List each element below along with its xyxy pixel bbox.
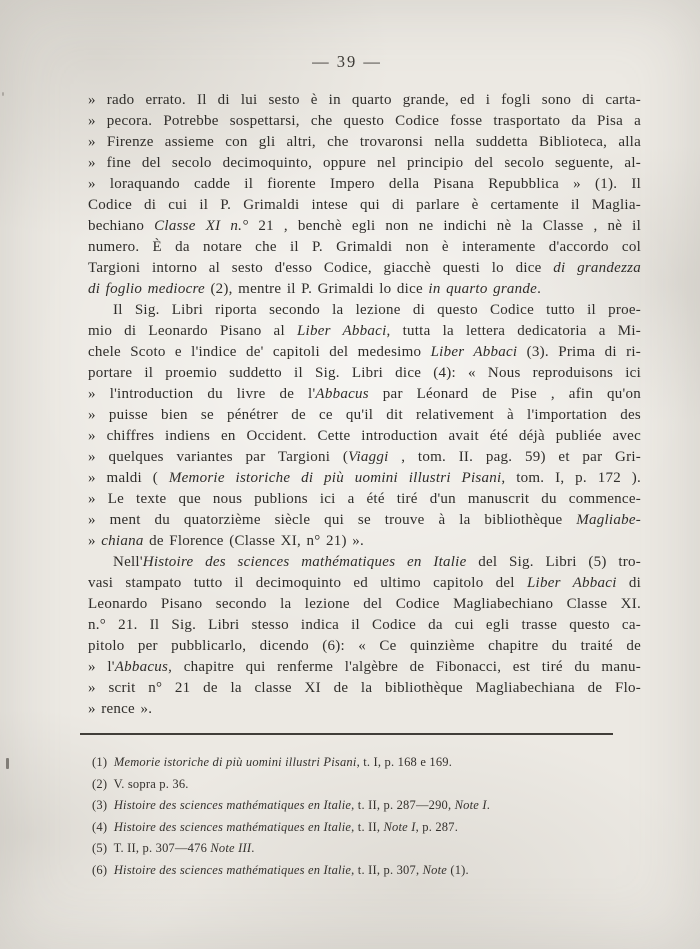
page-number: — 39 —: [312, 52, 382, 71]
main-text: [88, 90, 641, 720]
text-line: » l'introduction du livre de l'Abbacus par Léonard de Pise , afin qu'on: [88, 386, 641, 402]
footnote-line: (1) Memorie istoriche di più uomini illustri Pisani, t. I, p. 168 e 169.: [92, 755, 453, 769]
text-line: » fine del secolo decimoquinto, oppure nel principio del secolo seguente, al-: [88, 155, 641, 171]
footnote-separator-rule: [80, 733, 613, 735]
text-line: Nell'Histoire des sciences mathématiques en Italie del Sig. Libri (5) tro-: [113, 554, 641, 570]
text-line: » pecora. Potrebbe sospettarsi, che questo Codice fosse trasportato da Pisa a: [88, 113, 641, 129]
text-line: » loraquando cadde il fiorente Impero della Pisana Repubblica » (1). Il: [88, 176, 641, 192]
text-line: » Le texte que nous publions ici a été tiré d'un manuscrit du commence-: [88, 491, 641, 507]
text-line: Il Sig. Libri riporta secondo la lezione di questo Codice tutto il proe-: [113, 302, 641, 318]
text-line: vasi stampato tutto il decimoquinto ed ultimo capitolo del Liber Abbaci di: [88, 575, 641, 591]
text-line: » chiffres indiens en Occident. Cette introduction avait été déjà publiée avec: [88, 428, 641, 444]
text-line: Leonardo Pisano secondo la lezione del Codice Magliabechiano Classe XI.: [88, 596, 641, 612]
text-line: chele Scoto e l'indice de' capitoli del medesimo Liber Abbaci (3). Prima di ri-: [88, 344, 642, 360]
footnote-line: (6) Histoire des sciences mathématiques en Italie, t. II, p. 307, Note (1).: [92, 862, 469, 877]
text-line: » scrit n° 21 de la classe XI de la bibliothèque Magliabechiana de Flo-: [88, 680, 641, 696]
text-line: » ment du quatorzième siècle qui se trouve à la bibliothèque Magliabe-: [88, 512, 641, 528]
text-line: di foglio mediocre (2), mentre il P. Grimaldi lo dice in quarto grande.: [88, 281, 542, 297]
text-line: mio di Leonardo Pisano al Liber Abbaci, tutta la lettera dedicatoria a Mi-: [88, 323, 641, 339]
footnote-line: (5) T. II, p. 307—476 Note III.: [92, 841, 255, 855]
footnote-line: (3) Histoire des sciences mathématiques en Italie, t. II, p. 287—290, Note I.: [92, 798, 491, 812]
text-line: » rence ».: [88, 701, 153, 717]
text-line: » quelques variantes par Targioni (Viaggi , tom. II. pag. 59) et par Gri-: [88, 449, 642, 465]
text-line: Targioni intorno al sesto d'esso Codice, giacchè questi lo dice di grandezza: [88, 260, 641, 276]
text-line: Codice di cui il P. Grimaldi intese qui di parlare è certamente il Maglia-: [88, 197, 641, 213]
text-line: pitolo per pubblicarlo, dicendo (6): « Ce quinzième chapitre du traité de: [88, 638, 641, 654]
text-line: » maldi ( Memorie istoriche di più uomini illustri Pisani, tom. I, p. 172 ).: [88, 470, 642, 486]
text-line: » Firenze assieme con gli altri, che trovaronsi nella suddetta Biblioteca, alla: [88, 134, 641, 150]
text-line: » l'Abbacus, chapitre qui renferme l'algèbre de Fibonacci, est tiré du manu-: [88, 659, 641, 675]
scan-artifact-speck: [6, 758, 9, 769]
scan-artifact-dot: [2, 92, 4, 96]
text-line: » puisse bien se pénétrer de ce qu'il dit relativement à l'importation des: [88, 407, 641, 423]
text-line: » chiana de Florence (Classe XI, n° 21) ».: [88, 533, 364, 549]
text-line: bechiano Classe XI n.° 21 , benchè egli non ne indichi nè la Classe , nè il: [88, 218, 642, 234]
text-line: numero. È da notare che il P. Grimaldi non è interamente d'accordo col: [88, 239, 641, 255]
footnotes: [92, 752, 632, 881]
footnote-line: (4) Histoire des sciences mathématiques en Italie, t. II, Note I, p. 287.: [92, 819, 459, 834]
text-line: » rado errato. Il di lui sesto è in quarto grande, ed i fogli sono di carta-: [88, 92, 641, 108]
text-line: portare il proemio suddetto il Sig. Libri dice (4): « Nous reproduisons ici: [88, 365, 641, 381]
footnote-line: (2) V. sopra p. 36.: [92, 776, 189, 791]
text-line: n.° 21. Il Sig. Libri stesso indica il Codice da cui egli trasse questo ca-: [88, 617, 641, 633]
